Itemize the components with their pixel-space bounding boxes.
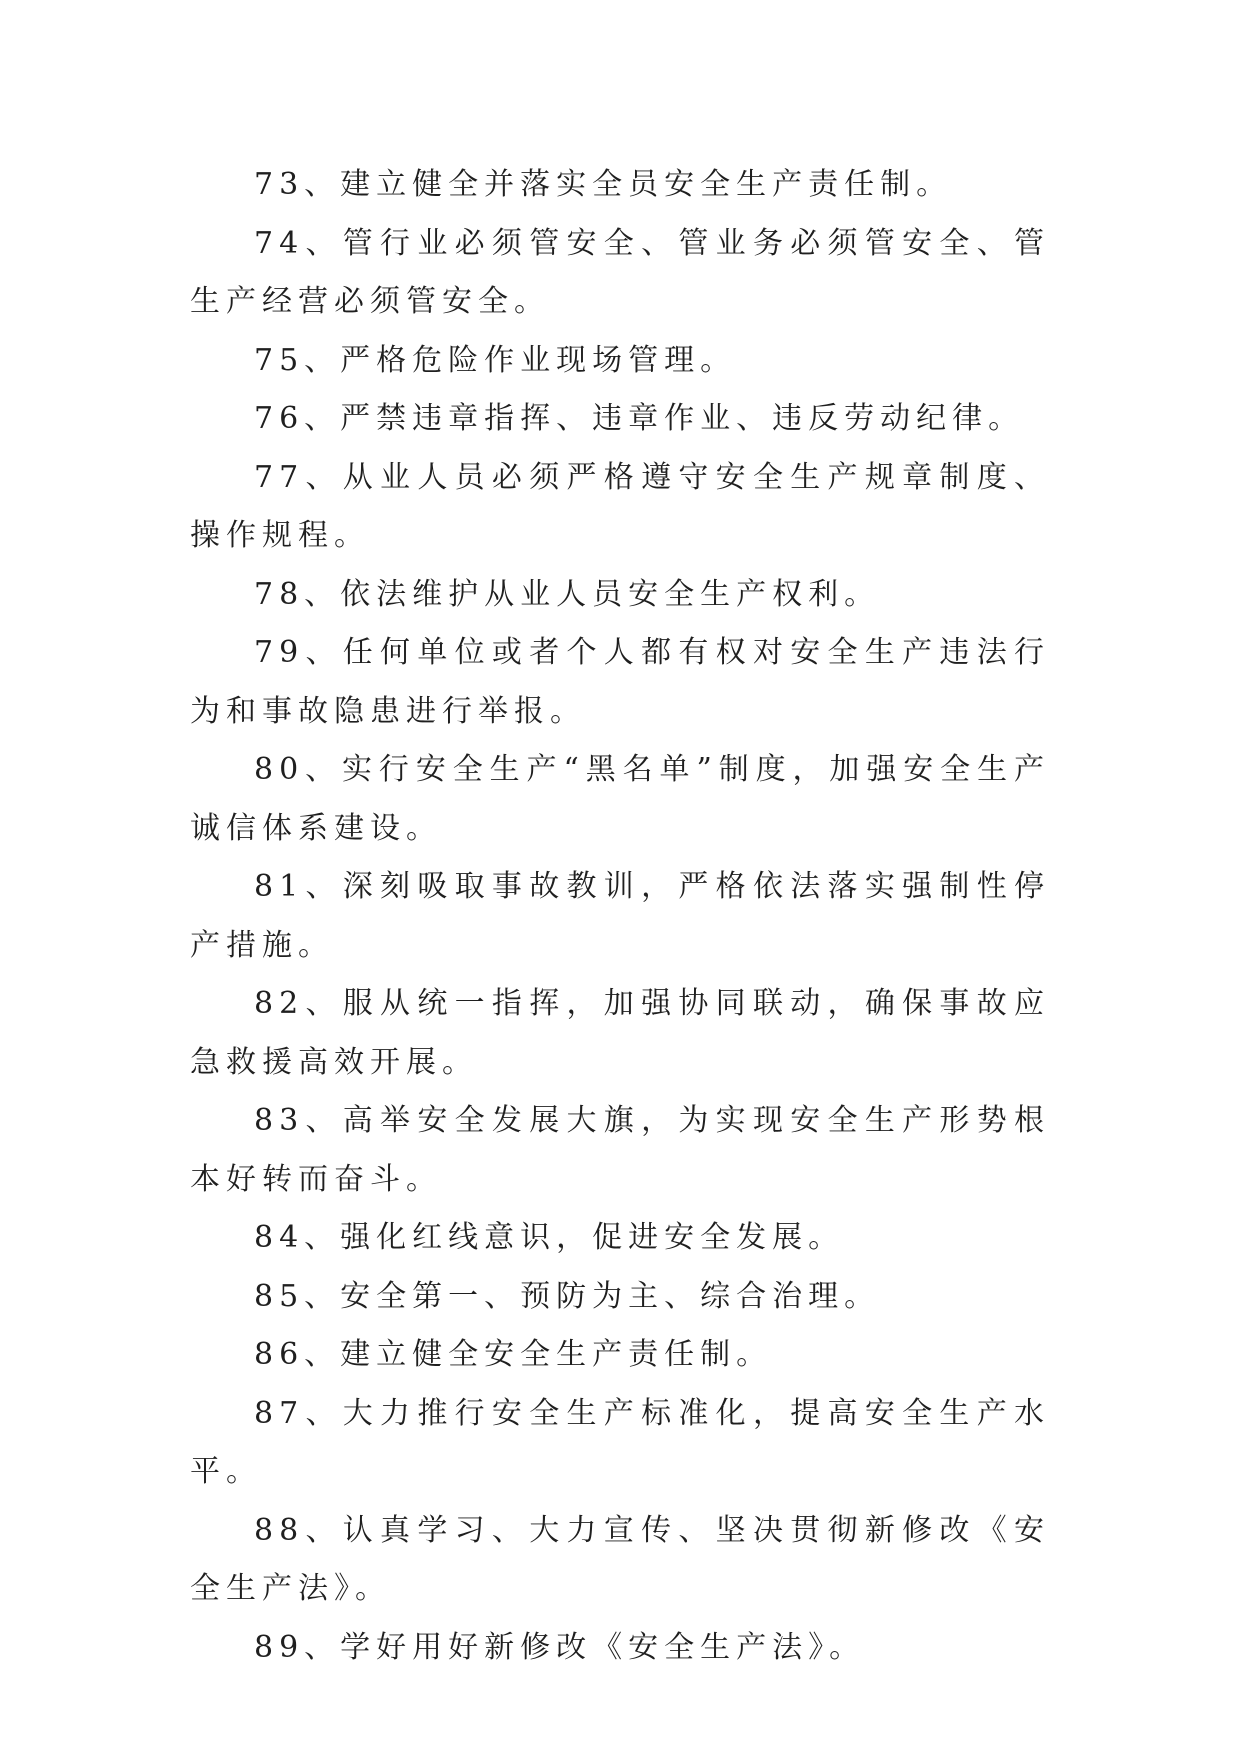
list-item-73: 73、建立健全并落实全员安全生产责任制。 xyxy=(254,167,953,202)
list-item-82: 82、服从统一指挥，加强协同联动，确保事故应急救援高效开展。 xyxy=(190,986,1050,1080)
list-item-78: 78、依法维护从业人员安全生产权利。 xyxy=(254,576,881,612)
list-item-74: 74、管行业必须管安全、管业务必须管安全、管生产经营必须管安全。 xyxy=(190,225,1050,319)
list-item-83: 83、高举安全发展大旗，为实现安全生产形势根本好转而奋斗。 xyxy=(190,1103,1050,1197)
list-item-88: 88、认真学习、大力宣传、坚决贯彻新修改《安全生产法》。 xyxy=(190,1512,1050,1606)
list-item-84: 84、强化红线意识，促进安全发展。 xyxy=(254,1220,845,1255)
list-item-77: 77、从业人员必须严格遵守安全生产规章制度、操作规程。 xyxy=(190,459,1050,553)
list-item-87: 87、大力推行安全生产标准化，提高安全生产水平。 xyxy=(190,1395,1050,1489)
list-item-89: 89、学好用好新修改《安全生产法》。 xyxy=(254,1629,866,1665)
list-item-75: 75、严格危险作业现场管理。 xyxy=(254,342,737,378)
list-item-80: 80、实行安全生产“黑名单”制度，加强安全生产诚信体系建设。 xyxy=(190,752,1050,846)
document-body xyxy=(190,156,1050,1677)
list-item-86: 86、建立健全安全生产责任制。 xyxy=(254,1337,773,1372)
list-item-85: 85、安全第一、预防为主、综合治理。 xyxy=(254,1278,881,1314)
list-item-79: 79、任何单位或者个人都有权对安全生产违法行为和事故隐患进行举报。 xyxy=(190,635,1050,729)
list-item-81: 81、深刻吸取事故教训，严格依法落实强制性停产措施。 xyxy=(190,869,1050,963)
list-item-76: 76、严禁违章指挥、违章作业、违反劳动纪律。 xyxy=(254,401,1025,436)
